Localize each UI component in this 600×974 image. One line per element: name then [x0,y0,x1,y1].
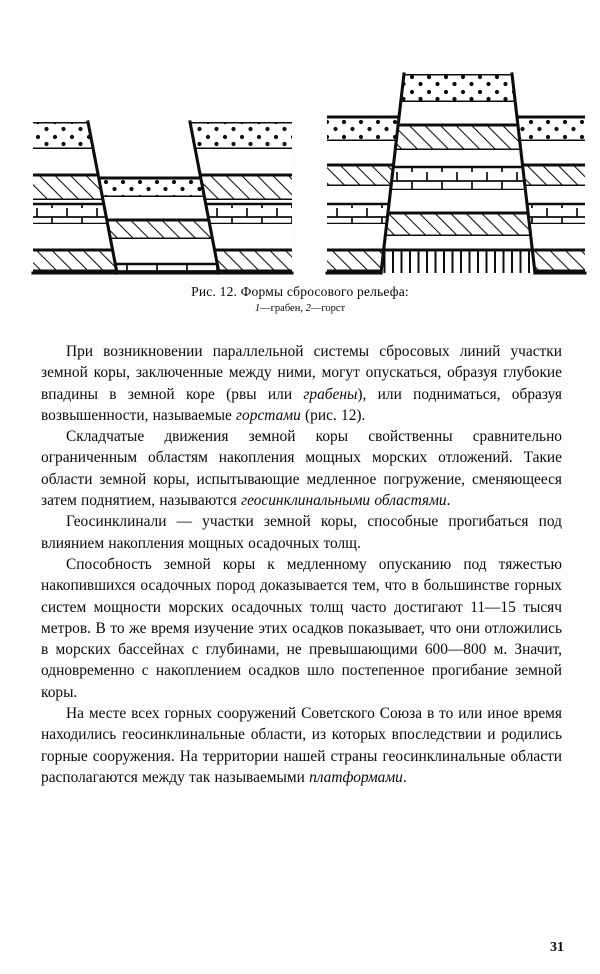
paragraph: Способность земной коры к медленному опусканию под тяжестью накопившихся осадочных пород доказывается тем, что в большинстве горных систем мощности морских осадочных толщ часто достигают 11—15 тысяч метров. В то же время изучение этих осадков показывает, что они отложились в морских бассейнах с глубинами, не превышающими 600—800 м. Значит, одновременно с накоплением осадков шло постепенное прогибание земной коры. [41,555,562,701]
layer-vertical-hatch-basement [380,250,540,274]
layer-dotted [180,122,300,149]
legend-index-2: 2 [305,302,311,314]
figure-caption [0,284,600,316]
figure-caption-title: Рис. 12. Формы сбросового рельефа: [191,284,409,299]
figure-12-fault-landforms [0,28,600,278]
paragraph: На месте всех горных сооружений Советского Союза в то или иное время находились геосинклинальные области, из которых впоследствии и родились горные сооружения. На территории нашей страны геосинклинальные области располагаются между так называемыми платформами. [41,705,562,786]
page-number: 31 [550,940,564,955]
diagram-graben [20,122,300,273]
legend-label-1: —грабен, [260,302,303,314]
figure-svg [0,28,600,278]
paragraph: При возникновении параллельной системы сбросовых линий участки земной коры, заключенные между ними, могут опускаться, образуя глубокие впадины в земной коре (рвы или грабены), или подниматься, образуя возвышенности, называемые горстами (рис. 12). [41,343,562,424]
diagram-horst [320,68,595,278]
legend-label-2: —горст [310,302,346,314]
legend-index-1: 1 [254,302,261,314]
paragraph: Геосинклинали — участки земной коры, способные прогибаться под влиянием накопления мощных осадочных толщ. [41,513,562,552]
figure-caption-legend [0,302,600,316]
page-body-text [41,341,562,788]
layer-hatch-uplifted-2 [380,213,540,236]
layer-hatch-uplifted-1 [380,125,540,150]
paragraph: Складчатые движения земной коры свойственны сравнительно ограниченным областям накопления мощных морских отложений. Такие области земной коры, испытывающие медленное погружение, сменяющееся затем поднятием, называются геосинклинальными областями. [41,428,562,510]
layer-brick-uplifted [380,167,540,190]
